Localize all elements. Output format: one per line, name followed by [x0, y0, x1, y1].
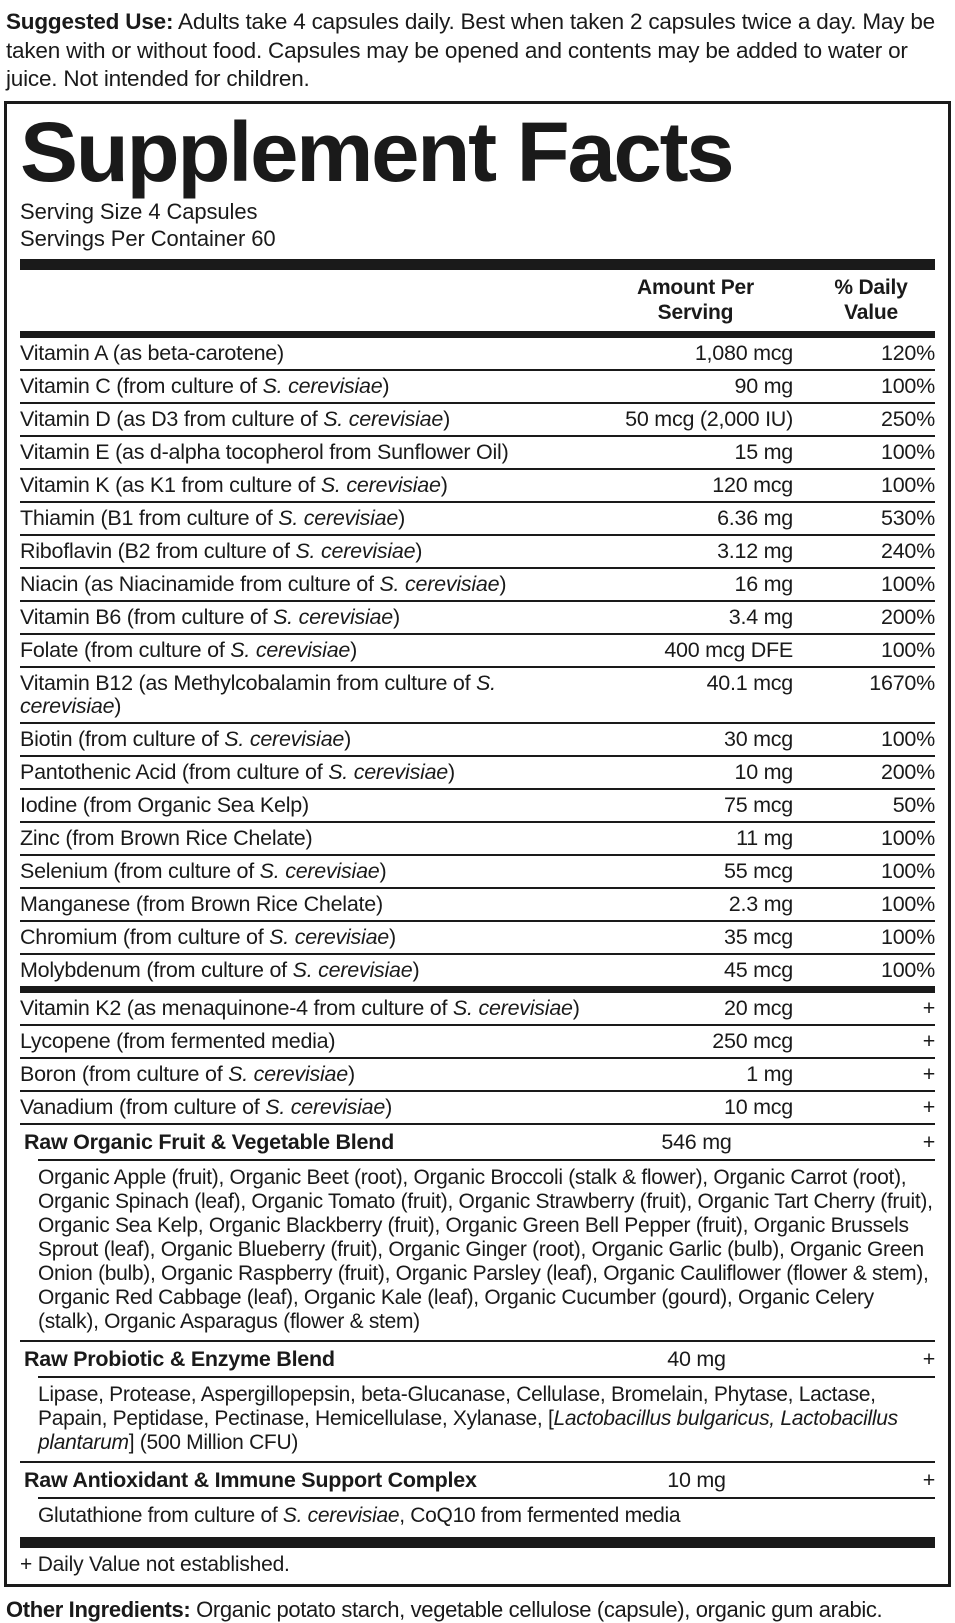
nutrient-name-cell — [20, 959, 596, 982]
nutrient-daily-value: 100% — [881, 572, 935, 597]
nutrient-name-cell — [20, 728, 596, 751]
blend-detail-wrap — [38, 1159, 935, 1340]
nutrient-name — [20, 440, 509, 464]
nutrient-name — [20, 671, 496, 718]
nutrient-name-text: Vitamin K (as K1 from culture of — [20, 473, 321, 498]
blend-name: Raw Organic Fruit & Vegetable Blend — [24, 1130, 394, 1155]
nutrient-amount: 55 mcg — [723, 859, 793, 884]
nutrient-name-scientific: S. cerevisiae — [320, 473, 441, 498]
serving-info — [20, 198, 935, 259]
blend-detail-wrap — [38, 1497, 935, 1534]
rule-medium-mid — [20, 986, 935, 993]
nutrient-name — [20, 793, 309, 817]
nutrient-name-cell — [20, 540, 596, 563]
table-row — [20, 470, 935, 503]
nutrient-amount: 75 mcg — [723, 793, 793, 818]
nutrient-name — [20, 760, 455, 784]
nutrient-name-scientific: S. cerevisiae — [228, 1062, 348, 1087]
nutrient-name-cell — [20, 639, 596, 662]
nutrient-name-scientific: S. cerevisiae — [259, 859, 380, 884]
table-row — [20, 757, 935, 790]
nutrient-amount: 2.3 mg — [728, 892, 793, 917]
blend-ingredients-scientific: Lactobacillus bulgaricus, Lactobacillus plantarum — [38, 1407, 898, 1455]
nutrient-name-cell — [20, 926, 596, 949]
nutrient-daily-value: + — [922, 1029, 935, 1054]
nutrient-name-cell — [20, 860, 596, 883]
nutrient-name-cell — [20, 1096, 596, 1119]
nutrient-name-text: Vitamin A (as beta-carotene) — [20, 341, 284, 366]
nutrient-table-no-dv — [20, 993, 935, 1123]
nutrient-name-text: Manganese (from Brown Rice Chelate) — [20, 892, 383, 917]
nutrient-name — [20, 374, 389, 398]
nutrient-name-scientific: S. cerevisiae — [20, 671, 496, 719]
nutrient-name — [20, 539, 422, 563]
nutrient-name-cell — [20, 997, 596, 1020]
nutrient-table — [20, 338, 935, 986]
nutrient-name-suffix: ) — [398, 506, 406, 531]
nutrient-name-cell — [20, 794, 596, 817]
blend-ingredients-text: Organic Apple (fruit), Organic Beet (root), Organic Broccoli (stalk & flower), Organic Carrot (root), Organic Spinach (leaf), Organic Tomato (fruit), Organic Strawberry (fruit), Organic Tart Cherry (fruit), Organic Sea Kelp, Organic Blackberry (fruit), Organic Green Bell Pepper (fruit), Organic Brussels Sprout (leaf), Organic Blueberry (fruit), Organic Ginger (root), Organic Garlic (bulb), Organic Green Onion (bulb), Organic Raspberry (fruit), Organic Parsley (leaf), Organic Cauliflower (flower & stem), Organic Red Cabbage (leaf), Organic Kale (leaf), Organic Cucumber (gourd), Organic Celery (stalk), Organic Asparagus (flower & stem) — [38, 1166, 933, 1334]
nutrient-amount: 3.4 mg — [728, 605, 793, 630]
table-row — [20, 404, 935, 437]
blend-name: Raw Probiotic & Enzyme Blend — [24, 1347, 335, 1372]
nutrient-name — [20, 859, 386, 883]
nutrient-amount: 1,080 mcg — [694, 341, 793, 366]
table-row — [20, 503, 935, 536]
other-ingredients-text: Organic potato starch, vegetable cellulose (capsule), organic gum arabic. — [190, 1597, 883, 1623]
nutrient-name-cell — [20, 441, 596, 464]
nutrient-name-scientific: S. cerevisiae — [273, 605, 393, 630]
nutrient-amount: 10 mg — [734, 760, 793, 785]
nutrient-name-cell — [20, 606, 596, 629]
blend-ingredient-list — [38, 1499, 935, 1534]
nutrient-amount: 90 mg — [734, 374, 793, 399]
nutrient-name-suffix: ) — [392, 605, 400, 630]
nutrient-name-cell — [20, 375, 596, 398]
nutrient-name-text: Pantothenic Acid (from culture of — [20, 760, 329, 785]
nutrient-name-text: Vitamin E (as d-alpha tocopherol from Sunflower Oil) — [20, 440, 509, 465]
nutrient-amount: 20 mcg — [723, 996, 793, 1021]
blend-ingredients-scientific: S. cerevisiae — [282, 1504, 400, 1528]
nutrient-amount: 1 mg — [746, 1062, 793, 1087]
nutrient-name-text: Vitamin K2 (as menaquinone-4 from culture of — [20, 996, 453, 1021]
column-header-amount-line1: Amount Per — [636, 276, 754, 300]
blend-daily-value: + — [922, 1130, 935, 1155]
nutrient-name-suffix: ) — [347, 1062, 355, 1087]
suggested-use-text: Adults take 4 capsules daily. Best when taken 2 capsules twice a day. May be taken with or without food. Capsules may be opened and contents may be added to water or juice. Not intended for children. — [6, 9, 935, 91]
nutrient-name-scientific: S. cerevisiae — [379, 572, 500, 597]
table-row — [20, 602, 935, 635]
nutrient-name-cell — [20, 507, 596, 530]
table-row — [20, 668, 935, 724]
blend-ingredients-suffix: ] (500 Million CFU) — [128, 1431, 299, 1455]
blend-name: Raw Antioxidant & Immune Support Complex — [24, 1468, 477, 1493]
other-ingredients-paragraph — [0, 1587, 955, 1623]
blend-amount: 40 mg — [667, 1347, 726, 1372]
nutrient-name-text: Selenium (from culture of — [20, 859, 260, 884]
nutrient-name-scientific: S. cerevisiae — [224, 727, 345, 752]
blend-ingredients-text: Glutathione from culture of — [38, 1504, 283, 1528]
table-row — [20, 955, 935, 986]
nutrient-name-suffix: ) — [344, 727, 352, 752]
nutrient-name — [20, 826, 312, 850]
nutrient-name-cell — [20, 1063, 596, 1086]
nutrient-name — [20, 638, 357, 662]
nutrient-name-cell — [20, 573, 596, 596]
nutrient-name-text: Vitamin C (from culture of — [20, 374, 263, 399]
blend-header-row — [20, 1463, 935, 1497]
nutrient-name-suffix: ) — [389, 925, 396, 950]
nutrient-daily-value: + — [922, 1095, 935, 1120]
daily-value-footnote: + Daily Value not established. — [20, 1553, 290, 1577]
nutrient-name-cell — [20, 408, 596, 431]
nutrient-daily-value: 100% — [881, 826, 935, 851]
nutrient-name-text: Thiamin (B1 from culture of — [20, 506, 279, 531]
nutrient-amount: 50 mcg (2,000 IU) — [625, 407, 793, 432]
nutrient-daily-value: 200% — [881, 605, 935, 630]
table-row — [20, 371, 935, 404]
nutrient-daily-value: 100% — [881, 892, 935, 917]
column-header-amount-per-serving — [592, 275, 807, 325]
serving-size: Serving Size 4 Capsules — [20, 199, 258, 225]
nutrient-name-cell — [20, 827, 596, 850]
nutrient-name-cell — [20, 474, 596, 497]
nutrient-name-scientific: S. cerevisiae — [262, 374, 383, 399]
nutrient-daily-value: 100% — [881, 473, 935, 498]
nutrient-name-text: Folate (from culture of — [20, 638, 231, 663]
nutrient-name-text: Molybdenum (from culture of — [20, 958, 293, 983]
blend-section — [20, 1461, 935, 1534]
nutrient-name-text: Iodine (from Organic Sea Kelp) — [20, 793, 309, 818]
blend-detail-wrap — [38, 1376, 935, 1461]
blend-sections — [20, 1123, 935, 1534]
nutrient-name-text: Lycopene (from fermented media) — [20, 1029, 336, 1054]
rule-thick-bottom — [20, 1537, 935, 1548]
nutrient-daily-value: 100% — [881, 727, 935, 752]
nutrient-name-scientific: S. cerevisiae — [269, 925, 390, 950]
rule-medium-under-headers — [20, 331, 935, 338]
nutrient-name — [20, 1029, 335, 1053]
nutrient-amount: 3.12 mg — [717, 539, 793, 564]
blend-section — [20, 1340, 935, 1461]
blend-ingredients-suffix: , CoQ10 from fermented media — [399, 1504, 681, 1528]
nutrient-amount: 45 mcg — [723, 958, 793, 983]
blend-amount: 546 mg — [661, 1130, 732, 1155]
table-row — [20, 1092, 935, 1123]
nutrient-name-text: Riboflavin (B2 from culture of — [20, 539, 296, 564]
nutrient-daily-value: 120% — [881, 341, 935, 366]
nutrient-name — [20, 605, 400, 629]
nutrient-amount: 120 mcg — [712, 473, 793, 498]
table-row — [20, 790, 935, 823]
nutrient-name-text: Vitamin B6 (from culture of — [20, 605, 274, 630]
blend-ingredient-list — [38, 1161, 935, 1340]
nutrient-daily-value: 100% — [881, 925, 935, 950]
nutrient-amount: 35 mcg — [723, 925, 793, 950]
nutrient-name-suffix: ) — [379, 859, 387, 884]
nutrient-name-text: Niacin (as Niacinamide from culture of — [20, 572, 380, 597]
nutrient-amount: 400 mcg DFE — [664, 638, 793, 663]
nutrient-name-text: Boron (from culture of — [20, 1062, 229, 1087]
nutrient-amount: 16 mg — [734, 572, 793, 597]
nutrient-name-cell — [20, 672, 596, 718]
nutrient-name — [20, 925, 396, 949]
nutrient-daily-value: + — [922, 996, 935, 1021]
nutrient-name-cell — [20, 893, 596, 916]
nutrient-name — [20, 958, 419, 982]
table-row — [20, 338, 935, 371]
nutrient-name — [20, 996, 580, 1020]
nutrient-daily-value: 240% — [881, 539, 935, 564]
nutrient-name-suffix: ) — [572, 996, 580, 1021]
nutrient-name — [20, 473, 448, 497]
nutrient-name-text: Zinc (from Brown Rice Chelate) — [20, 826, 313, 851]
suggested-use-paragraph — [0, 0, 955, 94]
nutrient-daily-value: 200% — [881, 760, 935, 785]
nutrient-name-scientific: S. cerevisiae — [230, 638, 351, 663]
nutrient-name-scientific: S. cerevisiae — [292, 958, 413, 983]
table-row — [20, 922, 935, 955]
nutrient-name-cell — [20, 342, 596, 365]
table-row — [20, 724, 935, 757]
nutrient-name-suffix: ) — [415, 539, 423, 564]
servings-per-container: Servings Per Container 60 — [20, 226, 276, 252]
blend-amount: 10 mg — [667, 1468, 726, 1493]
nutrient-name-scientific: S. cerevisiae — [295, 539, 416, 564]
nutrient-name — [20, 1062, 355, 1086]
table-row — [20, 569, 935, 602]
nutrient-daily-value: 1670% — [869, 671, 935, 696]
table-row — [20, 1026, 935, 1059]
table-row — [20, 823, 935, 856]
nutrient-name — [20, 892, 383, 916]
suggested-use-label: Suggested Use: — [6, 9, 174, 34]
nutrient-name-text: Vitamin D (as D3 from culture of — [20, 407, 324, 432]
column-header-daily-value — [807, 275, 935, 325]
blend-header-row — [20, 1342, 935, 1376]
nutrient-name — [20, 341, 284, 365]
nutrient-daily-value: 100% — [881, 440, 935, 465]
nutrient-name-scientific: S. cerevisiae — [323, 407, 444, 432]
nutrient-name-cell — [20, 1030, 596, 1053]
table-row — [20, 993, 935, 1026]
blend-section — [20, 1123, 935, 1340]
rule-thick-top — [20, 259, 935, 270]
supplement-facts-panel — [4, 101, 951, 1588]
nutrient-name-suffix: ) — [350, 638, 358, 663]
nutrient-name-suffix: ) — [440, 473, 448, 498]
nutrient-name — [20, 1095, 392, 1119]
nutrient-name-text: Biotin (from culture of — [20, 727, 225, 752]
nutrient-name-scientific: S. cerevisiae — [278, 506, 399, 531]
nutrient-amount: 15 mg — [734, 440, 793, 465]
nutrient-daily-value: 250% — [881, 407, 935, 432]
nutrient-daily-value: 50% — [892, 793, 935, 818]
nutrient-name-cell — [20, 761, 596, 784]
table-row — [20, 889, 935, 922]
nutrient-name-scientific: S. cerevisiae — [328, 760, 449, 785]
blend-header-row — [20, 1125, 935, 1159]
nutrient-amount: 250 mcg — [712, 1029, 793, 1054]
nutrient-name — [20, 407, 450, 431]
nutrient-daily-value: 100% — [881, 638, 935, 663]
nutrient-name-text: Vanadium (from culture of — [20, 1095, 266, 1120]
table-row — [20, 437, 935, 470]
table-row — [20, 536, 935, 569]
other-ingredients-label: Other Ingredients: — [6, 1597, 191, 1623]
nutrient-amount: 40.1 mcg — [706, 671, 793, 696]
nutrient-amount: 6.36 mg — [717, 506, 793, 531]
column-header-dv-line2: Value — [844, 301, 898, 325]
nutrient-name — [20, 572, 506, 596]
nutrient-amount: 10 mcg — [723, 1095, 793, 1120]
nutrient-name-suffix: ) — [499, 572, 507, 597]
table-row — [20, 1059, 935, 1092]
nutrient-name-scientific: S. cerevisiae — [265, 1095, 386, 1120]
nutrient-name-text: Vitamin B12 (as Methylcobalamin from culture of — [20, 671, 477, 696]
page-title: Supplement Facts — [20, 104, 733, 199]
nutrient-name-suffix: ) — [412, 958, 420, 983]
column-header-amount-line2: Serving — [657, 301, 734, 325]
nutrient-daily-value: 530% — [881, 506, 935, 531]
nutrient-name-suffix: ) — [443, 407, 450, 432]
table-row — [20, 635, 935, 668]
nutrient-daily-value: 100% — [881, 374, 935, 399]
nutrient-name — [20, 727, 351, 751]
nutrient-amount: 30 mcg — [723, 727, 793, 752]
nutrient-name-suffix: ) — [448, 760, 455, 785]
column-header-dv-line1: % Daily — [834, 276, 908, 300]
nutrient-daily-value: 100% — [881, 958, 935, 983]
nutrient-daily-value: 100% — [881, 859, 935, 884]
table-column-headers — [20, 270, 935, 331]
nutrient-name-text: Chromium (from culture of — [20, 925, 270, 950]
nutrient-name-scientific: S. cerevisiae — [452, 996, 573, 1021]
blend-daily-value: + — [922, 1468, 935, 1493]
nutrient-daily-value: + — [922, 1062, 935, 1087]
table-row — [20, 856, 935, 889]
nutrient-amount: 11 mg — [736, 826, 793, 851]
nutrient-name-suffix: ) — [382, 374, 390, 399]
blend-daily-value: + — [922, 1347, 935, 1372]
nutrient-name — [20, 506, 405, 530]
nutrient-name-suffix: ) — [114, 694, 122, 719]
blend-ingredients-text: Lipase, Protease, Aspergillopepsin, beta-Glucanase, Cellulase, Bromelain, Phytase, Lactase, Papain, Peptidase, Pectinase, Hemicellulase, Xylanase, [ — [38, 1383, 876, 1431]
blend-ingredient-list — [38, 1378, 935, 1461]
nutrient-name-suffix: ) — [385, 1095, 392, 1120]
